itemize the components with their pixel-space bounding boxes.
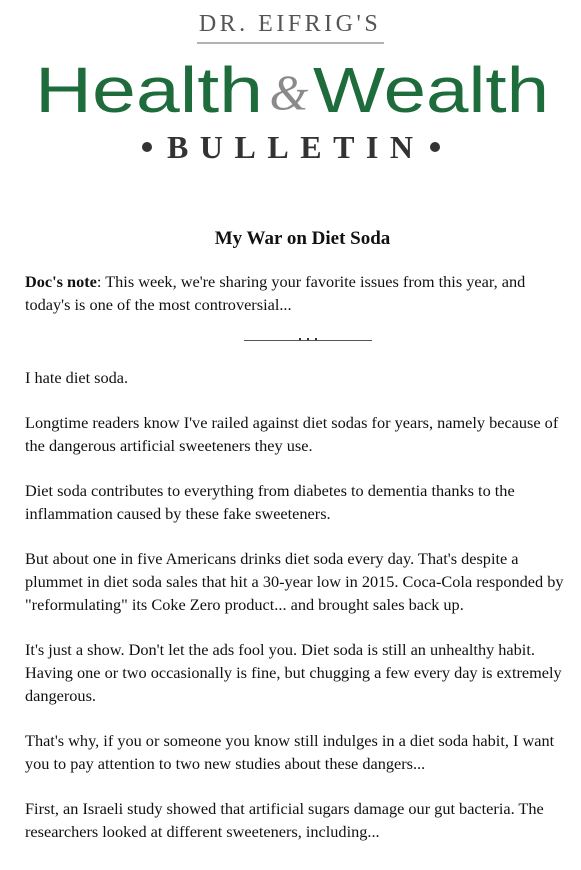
masthead-health: Health <box>35 54 263 126</box>
docs-note-text: : This week, we're sharing your favorite issues from this year, and today's is one of the most controversial... <box>25 272 526 314</box>
masthead-top-line: DR. EIFRIG'S <box>198 11 382 37</box>
masthead-logo-graphic <box>0 0 581 175</box>
docs-note <box>25 270 570 316</box>
section-divider <box>244 336 372 346</box>
divider-dots <box>296 338 320 342</box>
docs-note-label: Doc's note <box>25 272 97 291</box>
paragraph: I hate diet soda. <box>25 368 129 387</box>
paragraph: Longtime readers know I've railed against diet sodas for years, namely because of the dangerous artificial sweeteners they use. <box>25 413 559 455</box>
paragraph: First, an Israeli study showed that artificial sugars damage our gut bacteria. The researchers looked at different sweeteners, including... <box>25 799 544 841</box>
masthead-logo <box>0 0 581 175</box>
paragraph: But about one in five Americans drinks diet soda every day. That's despite a plummet in diet soda sales that hit a 30-year low in 2015. Coca-Cola responded by "reformulating" its Coke Zero product... and brought sales back up. <box>25 549 564 614</box>
paragraph: That's why, if you or someone you know still indulges in a diet soda habit, I want you to pay attention to two new studies about these dangers... <box>25 731 555 773</box>
masthead-wealth: Wealth <box>313 54 549 126</box>
bulletin-right-dot <box>430 142 440 152</box>
paragraph: Diet soda contributes to everything from diabetes to dementia thanks to the inflammation caused by these fake sweeteners. <box>25 481 515 523</box>
masthead-ampersand: & <box>269 64 309 120</box>
bulletin-left-dot <box>142 142 152 152</box>
masthead-bulletin: BULLETIN <box>167 129 413 165</box>
article-title: My War on Diet Soda <box>214 228 391 249</box>
article <box>25 224 570 865</box>
paragraph: It's just a show. Don't let the ads fool you. Diet soda is still an unhealthy habit. Having one or two occasionally is fine, but chugging a few every day is extremely dangerous. <box>25 640 562 705</box>
